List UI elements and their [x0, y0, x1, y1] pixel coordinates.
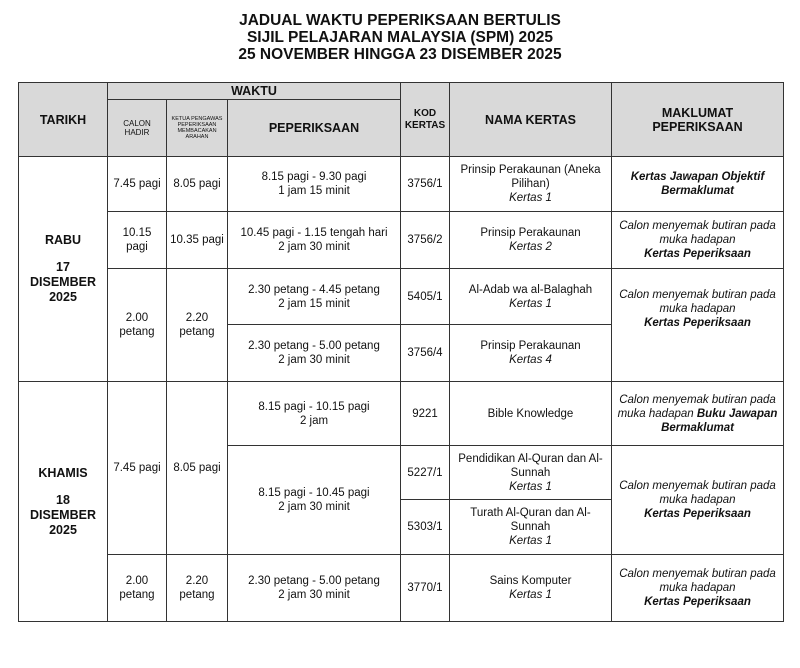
paper-name: Prinsip Perakaunan: [480, 227, 581, 239]
calon-hadir-time: 10.15 pagi: [108, 212, 167, 269]
document-title: [0, 12, 800, 63]
exam-timetable: [18, 82, 784, 622]
exam-time-range: 2.30 petang - 4.45 petang: [248, 283, 380, 296]
date-cell-day2: [19, 382, 108, 622]
exam-time: [228, 269, 401, 325]
table-row: [19, 555, 784, 622]
paper-number: Kertas 1: [509, 589, 552, 601]
day-month: DISEMBER: [30, 507, 96, 522]
table-row: [19, 382, 784, 446]
exam-duration: 2 jam 30 minit: [278, 241, 350, 253]
exam-duration: 2 jam 30 minit: [278, 589, 350, 601]
paper-name-cell: [450, 157, 612, 212]
exam-time-range: 2.30 petang - 5.00 petang: [248, 575, 380, 587]
table-row: [19, 269, 784, 325]
exam-duration: 2 jam: [299, 414, 329, 427]
ketua-pengawas-time: 2.20 petang: [167, 555, 228, 622]
exam-time-range: 8.15 pagi - 9.30 pagi: [261, 171, 367, 183]
title-line-2: SIJIL PELAJARAN MALAYSIA (SPM) 2025: [246, 29, 554, 46]
exam-info-bold: Kertas Peperiksaan: [644, 508, 751, 520]
day-name: KHAMIS: [38, 465, 88, 480]
paper-name-cell: [450, 325, 612, 382]
exam-info-bold: Kertas Peperiksaan: [644, 248, 751, 260]
exam-info: [612, 446, 784, 555]
paper-name: Sains Komputer: [489, 575, 572, 587]
date-cell-day1: [19, 157, 108, 382]
exam-info-bold: Buku Jawapan Bermaklumat: [661, 407, 778, 434]
exam-info-text: Calon menyemak butiran pada muka hadapan: [619, 568, 776, 594]
exam-duration: 1 jam 15 minit: [278, 185, 350, 197]
ketua-pengawas-time: 10.35 pagi: [167, 212, 228, 269]
paper-name: Al-Adab wa al-Balaghah: [468, 283, 593, 296]
calon-hadir-time: 2.00 petang: [108, 269, 167, 382]
day-year: 2025: [49, 290, 77, 304]
exam-time: [228, 382, 401, 446]
paper-number: Kertas 4: [509, 354, 552, 366]
ketua-pengawas-time: 8.05 pagi: [167, 157, 228, 212]
paper-number: Kertas 1: [509, 480, 552, 493]
calon-hadir-time: 2.00 petang: [108, 555, 167, 622]
paper-code: 9221: [401, 382, 450, 446]
title-line-3: 25 NOVEMBER HINGGA 23 DISEMBER 2025: [238, 46, 562, 63]
day-date: 18: [56, 492, 70, 507]
table-row: [19, 212, 784, 269]
day-month: DISEMBER: [30, 275, 96, 289]
paper-name-cell: [450, 555, 612, 622]
paper-number: Kertas 1: [509, 535, 552, 547]
exam-info-text: Calon menyemak butiran pada muka hadapan: [619, 289, 776, 315]
paper-number: Kertas 1: [509, 297, 552, 310]
paper-name: Turath Al-Quran dan Al-Sunnah: [470, 507, 591, 533]
exam-time-range: 8.15 pagi - 10.45 pagi: [258, 487, 370, 499]
exam-info: [612, 212, 784, 269]
exam-info-bold: Kertas Peperiksaan: [644, 317, 751, 329]
exam-time-range: 10.45 pagi - 1.15 tengah hari: [240, 227, 388, 239]
paper-code: 3756/4: [401, 325, 450, 382]
paper-code: 3770/1: [401, 555, 450, 622]
day-name: RABU: [44, 233, 82, 247]
exam-info-bold: Kertas Jawapan Objektif Bermaklumat: [630, 171, 765, 197]
exam-duration: 2 jam 15 minit: [278, 297, 350, 310]
header-kod-kertas: KOD KERTAS: [401, 83, 450, 157]
header-ketua-pengawas: KETUA PENGAWAS PEPERIKSAAN MEMBACAKAN ARAHAN: [167, 100, 228, 157]
paper-name: Prinsip Perakaunan (Aneka Pilihan): [460, 164, 601, 190]
paper-code: 3756/2: [401, 212, 450, 269]
title-line-1: JADUAL WAKTU PEPERIKSAAN BERTULIS: [239, 12, 561, 29]
paper-code: 5405/1: [401, 269, 450, 325]
exam-info-bold: Kertas Peperiksaan: [644, 596, 751, 608]
exam-time: [228, 212, 401, 269]
paper-code: 5303/1: [401, 500, 450, 555]
exam-info: [612, 382, 784, 446]
exam-duration: 2 jam 30 minit: [278, 354, 350, 366]
exam-info: [612, 157, 784, 212]
paper-code: 5227/1: [401, 446, 450, 500]
paper-name: Bible Knowledge: [487, 407, 574, 420]
header-waktu: WAKTU: [108, 83, 401, 100]
exam-info-text: Calon menyemak butiran pada muka hadapan: [619, 480, 776, 506]
exam-time: [228, 157, 401, 212]
exam-duration: 2 jam 30 minit: [278, 501, 350, 513]
paper-name-cell: [450, 500, 612, 555]
exam-time: [228, 446, 401, 555]
exam-info: [612, 555, 784, 622]
paper-name-cell: [450, 382, 612, 446]
header-peperiksaan: PEPERIKSAAN: [228, 100, 401, 157]
day-date: 17: [56, 260, 70, 274]
exam-info-text: Calon menyemak butiran pada muka hadapan: [619, 220, 776, 246]
paper-name-cell: [450, 212, 612, 269]
exam-time: [228, 555, 401, 622]
paper-code: 3756/1: [401, 157, 450, 212]
header-maklumat: MAKLUMAT PEPERIKSAAN: [612, 83, 784, 157]
calon-hadir-time: 7.45 pagi: [108, 157, 167, 212]
header-nama-kertas: NAMA KERTAS: [450, 83, 612, 157]
paper-name-cell: [450, 269, 612, 325]
ketua-pengawas-time: 8.05 pagi: [167, 382, 228, 555]
header-tarikh: TARIKH: [19, 83, 108, 157]
day-year: 2025: [49, 522, 77, 537]
paper-name-cell: [450, 446, 612, 500]
table-row: [19, 157, 784, 212]
paper-name: Pendidikan Al-Quran dan Al-Sunnah: [458, 452, 603, 479]
ketua-pengawas-time: 2.20 petang: [167, 269, 228, 382]
exam-time: [228, 325, 401, 382]
exam-time-range: 8.15 pagi - 10.15 pagi: [258, 400, 370, 413]
header-calon-hadir: CALON HADIR: [108, 100, 167, 157]
paper-number: Kertas 2: [509, 241, 552, 253]
paper-name: Prinsip Perakaunan: [480, 340, 581, 352]
paper-number: Kertas 1: [509, 192, 552, 204]
exam-info-text: Calon menyemak butiran pada muka hadapan: [617, 393, 776, 420]
exam-time-range: 2.30 petang - 5.00 petang: [248, 340, 380, 352]
calon-hadir-time: 7.45 pagi: [108, 382, 167, 555]
exam-info: [612, 269, 784, 382]
